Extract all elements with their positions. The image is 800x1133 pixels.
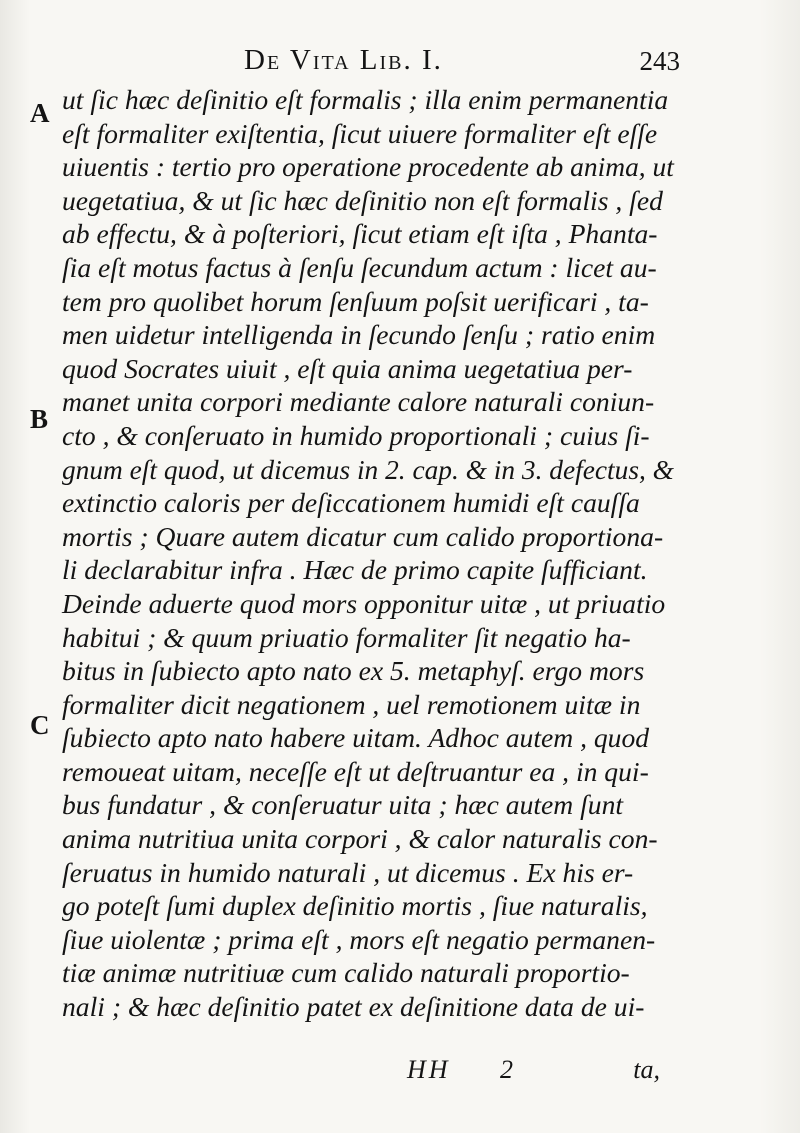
- text-line: ab effectu, & à poſteriori, ſicut etiam eſt iſta , Phanta-: [62, 218, 658, 250]
- text-line: cto , & conſeruato in humido proportionali ; cuius ſi-: [62, 419, 650, 451]
- text-line: anima nutritiua unita corpori , & calor naturalis con-: [62, 823, 658, 855]
- text-line: habitui ; & quum priuatio formaliter ſit negatio ha-: [62, 621, 631, 653]
- text-line: go poteſt ſumi duplex deſinitio mortis , ſiue naturalis,: [62, 890, 648, 922]
- text-line: nali ; & hæc deſinitio patet ex deſinitione data de ui-: [62, 991, 645, 1023]
- text-line: bus fundatur , & conſeruatur uita ; hæc autem ſunt: [62, 789, 624, 821]
- text-line: tiæ animæ nutritiuæ cum calido naturali proportio-: [62, 957, 630, 989]
- text-line: ſia eſt motus factus à ſenſu ſecundum actum : licet au-: [62, 251, 657, 283]
- text-line: ſubiecto apto nato habere uitam. Adhoc autem , quod: [62, 722, 650, 754]
- margin-letter-b: B: [30, 404, 49, 434]
- text-line: li declarabitur infra . Hæc de primo capite ſufficiant.: [62, 554, 648, 586]
- text-line: gnum eſt quod, ut dicemus in 2. cap. & in 3. defectus, &: [62, 453, 674, 485]
- text-line: Deinde aduerte quod mors opponitur uitæ , ut priuatio: [62, 587, 666, 619]
- text-line: tem pro quolibet horum ſenſuum poſsit uerificari , ta-: [62, 285, 649, 317]
- text-line: formaliter dicit negationem , uel remotionem uitæ in: [62, 688, 641, 720]
- text-line: ſeruatus in humido naturali , ut dicemus . Ex his er-: [62, 856, 634, 888]
- text-line: quod Socrates uiuit , eſt quia anima uegetatiua per-: [62, 352, 633, 384]
- margin-letter-c: C: [30, 710, 50, 740]
- text-line: eſt formaliter exiſtentia, ſicut uiuere formaliter eſt eſſe: [62, 117, 658, 149]
- running-head: [60, 44, 680, 84]
- text-line: bitus in ſubiecto apto nato ex 5. metaphyſ. ergo mors: [62, 655, 645, 687]
- text-line: manet unita corpori mediante calore naturali coniun-: [62, 386, 655, 418]
- body-text: [62, 83, 674, 1024]
- text-line: remoueat uitam, neceſſe eſt ut deſtruantur ea , in qui-: [62, 755, 649, 787]
- margin-letter-a: A: [30, 98, 50, 128]
- text-line: uegetatiua, & ut ſic hæc deſinitio non eſt formalis , ſed: [62, 184, 663, 216]
- text-line: men uidetur intelligenda in ſecundo ſenſu ; ratio enim: [62, 319, 656, 351]
- text-line: extinctio caloris per deſiccationem humidi eſt cauſſa: [62, 487, 640, 519]
- text-line: ut ſic hæc deſinitio eſt formalis ; illa enim permanentia: [62, 84, 669, 115]
- text-line: mortis ; Quare autem dicatur cum calido proportiona-: [62, 520, 664, 552]
- text-line: uiuentis : tertio pro operatione procedente ab anima, ut: [62, 151, 674, 183]
- catchline: [62, 1055, 674, 1089]
- text-line: ſiue uiolentæ ; prima eſt , mors eſt negatio permanen-: [62, 923, 656, 955]
- page-title: De Vita Lib. I.: [244, 44, 443, 76]
- signature-number: 2: [500, 1055, 513, 1084]
- page-number: 243: [639, 46, 680, 76]
- catchword: ta,: [633, 1055, 660, 1084]
- signature-mark: HH: [407, 1055, 451, 1084]
